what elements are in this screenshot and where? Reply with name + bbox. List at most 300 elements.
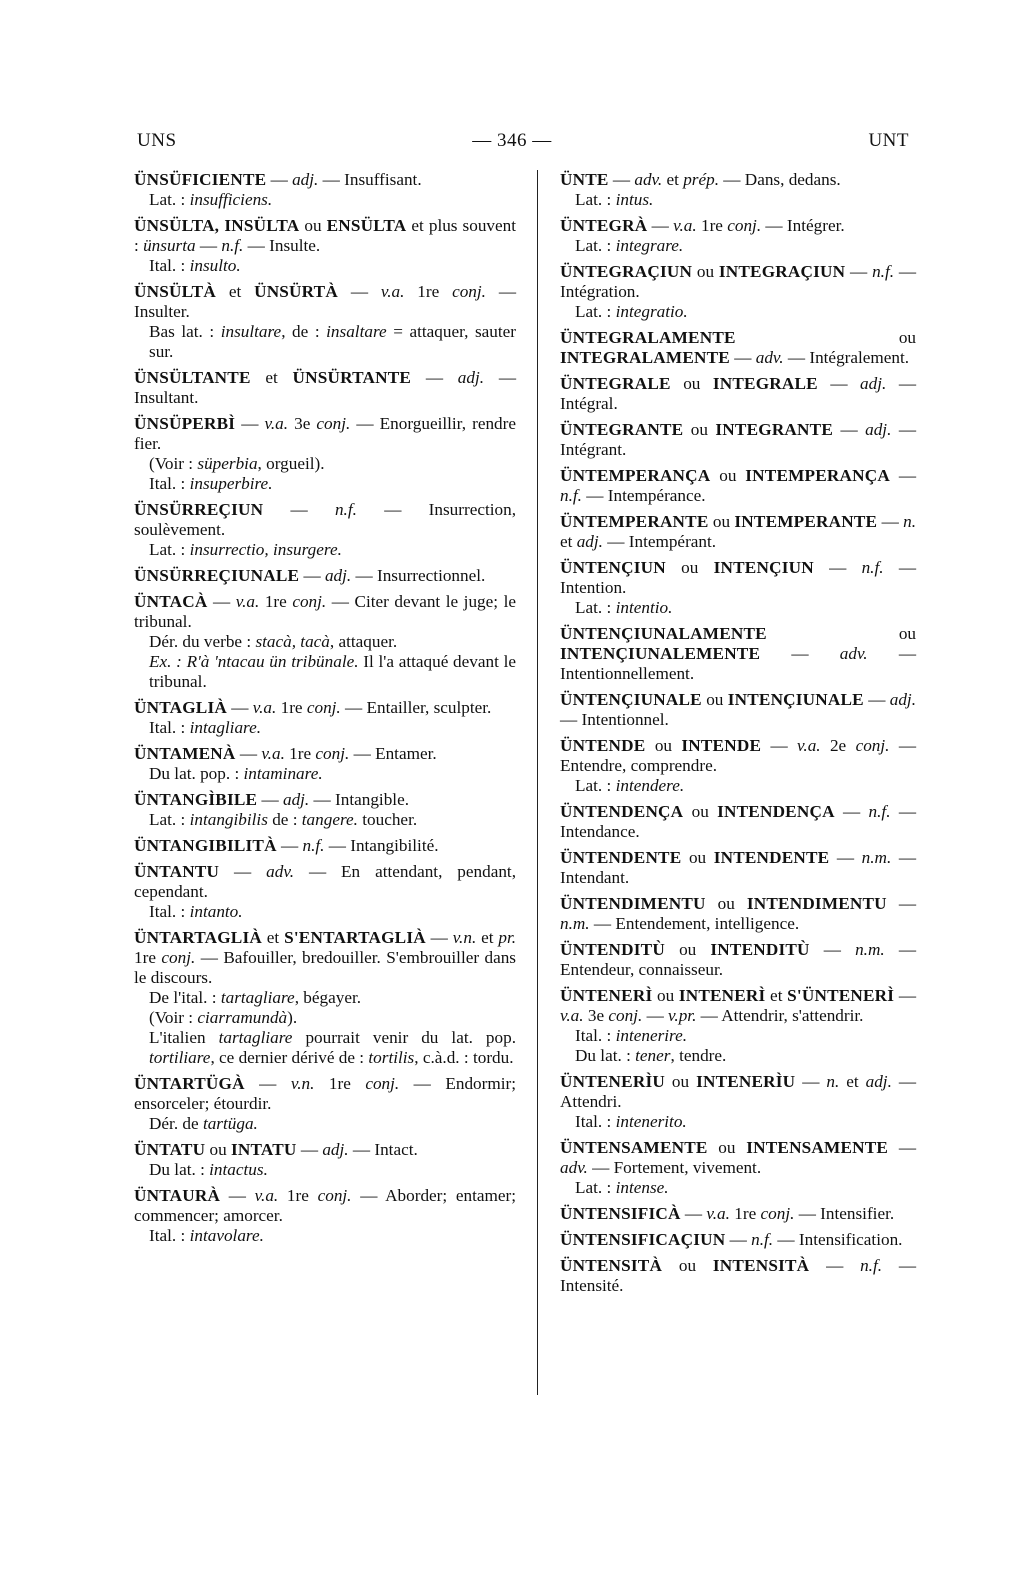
entry-etymology-line [134,632,516,652]
entry-text: Lat. : [149,810,190,829]
entry-text: — Insulter. [134,282,517,321]
dictionary-entry [560,802,916,842]
dictionary-entry [134,592,516,692]
entry-headword: ÜNTENDENTE [560,848,682,867]
entry-text: Lat. : [575,776,616,795]
entry-text: ou [683,420,716,439]
entry-etymology-line [560,1112,916,1132]
entry-text: — Insurrectionnel. [351,566,486,585]
dictionary-entry [134,170,516,210]
entry-italic-text: adj. [889,690,916,709]
entry-text: ou [645,736,682,755]
entry-text: — [642,1006,669,1025]
entry-text: — Intégralement. [783,348,910,367]
entry-headword: ÜNSÜPERBÌ [134,414,236,433]
entry-text: — Intégration. [560,262,917,301]
entry-etymology-line [560,190,916,210]
entry-italic-text: v.a. [560,1006,584,1025]
entry-text: — Intangible. [309,790,409,809]
entry-text: — [296,1140,323,1159]
entry-headword: ÜNTATU [134,1140,206,1159]
entry-headword: S'ENTARTAGLIÀ [284,928,426,947]
entry-text: Ital. : [149,474,190,493]
entry-text: — Insurrection, soulèvement. [134,500,516,539]
entry-definition-line [560,690,916,730]
entry-definition-line [134,282,516,322]
entry-italic-text: intavolare. [189,1226,264,1245]
entry-headword: INTEMPERANÇA [745,466,890,485]
entry-italic-text: v.a. [254,1186,279,1205]
entry-italic-text: n.f. [560,486,582,505]
entry-definition-line [560,1204,916,1224]
entry-headword: ÜNTENDE [560,736,646,755]
entry-italic-text: conj. [727,216,762,235]
entry-italic-text: v.n. [452,928,477,947]
entry-text: Lat. : [149,540,190,559]
entry-text: et [560,532,577,551]
entry-italic-text: tener [635,1046,671,1065]
entry-italic-text: süperbia [197,454,258,473]
entry-text: — [219,862,267,881]
entry-text: — Intégrer. [761,216,845,235]
entry-etymology-line [134,474,516,494]
entry-headword: ÜNTEGRANTE [560,420,684,439]
dictionary-entry [560,1204,916,1224]
entry-headword: INTENÇIUNALE [727,690,864,709]
entry-text: — Intentionnel. [560,710,669,729]
entry-text: 1re [284,744,316,763]
entry-text: ou [692,262,719,281]
dictionary-entry [134,790,516,830]
entry-text: — [263,500,335,519]
entry-italic-text: v.a. [252,698,277,717]
entry-text: — Attendrir, s'attendrir. [696,1006,864,1025]
entry-etymology-line [560,302,916,322]
dictionary-entry [560,1230,916,1250]
entry-text: — Dans, dedans. [719,170,841,189]
entry-italic-text: intanto. [189,902,243,921]
page-number: — 346 — [472,130,552,151]
entry-definition-line [560,466,916,506]
entry-text: — Entendeur, connaisseur. [560,940,917,979]
entry-headword: ÜNTEGRALE [560,374,671,393]
dictionary-entry [134,928,516,1068]
entry-text: 1re [278,1186,318,1205]
entry-text: 1re [696,216,728,235]
entry-text: — [244,1074,291,1093]
entry-italic-text: tortilis [368,1048,415,1067]
entry-italic-text: n.f. [868,802,891,821]
entry-italic-text: conj. [306,698,341,717]
entry-text: et [250,368,293,387]
entry-headword: ÜNTENERÌU [560,1072,665,1091]
entry-text: ou [662,1256,713,1275]
entry-text: 1re [134,948,162,967]
entry-headword: ÜNTE [560,170,609,189]
entry-text: — [729,348,756,367]
entry-headword: ÜNSÜRTANTE [292,368,412,387]
entry-text: ou [766,624,916,643]
entry-italic-text: v.a. [673,216,697,235]
entry-text: — Insultant. [134,368,517,407]
dictionary-entry [134,282,516,362]
entry-italic-text: integrare. [615,236,684,255]
entry-text: ou [664,1072,697,1091]
entry-headword: ÜNTAURÀ [134,1186,221,1205]
entry-italic-text: adj. [292,170,319,189]
entry-text: — Citer devant le juge; le tribunal. [134,592,516,631]
entry-italic-text: n.f. [861,558,884,577]
entry-definition-line [134,928,516,988]
entry-italic-text: ünsurta [143,236,196,255]
entry-italic-text: n.f. [334,500,357,519]
entry-headword: ÜNTEGRAÇIUN [560,262,693,281]
entry-text: Lat. : [575,236,616,255]
left-column [134,170,516,1252]
entry-text: — [337,282,381,301]
entry-italic-text: conj. [315,744,350,763]
entry-headword: ÜNTAMENÀ [134,744,236,763]
entry-text: et [765,986,788,1005]
entry-headword: INTENSAMENTE [746,1138,889,1157]
entry-text: — Attendri. [560,1072,917,1111]
dictionary-entry [134,414,516,494]
entry-text: pourrait venir du lat. pop. [292,1028,516,1047]
entry-text: Dér. du verbe : [149,632,256,651]
entry-italic-text: n.m. [855,940,885,959]
entry-definition-line [560,512,916,552]
entry-italic-text: insaltare [326,322,387,341]
entry-headword: INTATU [231,1140,297,1159]
entry-etymology-line [134,652,516,692]
entry-text: — Entamer. [349,744,437,763]
entry-text: de : [267,810,302,829]
entry-headword: INTENDE [681,736,762,755]
entry-text: — [226,698,253,717]
entry-headword: ÜNTANTU [134,862,220,881]
entry-text: Dér. de [149,1114,203,1133]
dictionary-entry [134,862,516,922]
entry-italic-text: intactus. [209,1160,268,1179]
entry-italic-text: conj. [316,414,351,433]
entry-headword: INTENÇIUNALEMENTE [560,644,761,663]
entry-italic-text: insulto. [189,256,241,275]
entry-text: — Bafouiller, bredouiller. S'embrouiller dans le discours. [134,948,517,987]
entry-etymology-line [560,1046,916,1066]
entry-text: — [809,1256,861,1275]
entry-italic-text: insuperbire. [189,474,273,493]
entry-italic-text: n.f. [751,1230,774,1249]
entry-text: — [834,802,869,821]
entry-definition-line [560,1256,916,1296]
entry-headword: INTENDENTE [713,848,830,867]
entry-italic-text: ciarramundà [197,1008,288,1027]
entry-italic-text: stacà, tacà [255,632,330,651]
entry-italic-text: insurrectio, insurgere. [189,540,342,559]
entry-text: Lat. : [575,302,616,321]
entry-text: 3e [288,414,317,433]
entry-text: Lat. : [575,1178,616,1197]
entry-text: Lat. : [149,190,190,209]
entry-text: ou [683,802,718,821]
entry-headword: ÜNTENSIFICAÇIUN [560,1230,726,1249]
entry-text: — [832,420,866,439]
entry-etymology-line [134,1028,516,1068]
entry-italic-text: v.a. [235,592,260,611]
entry-text: 1re [276,698,307,717]
entry-headword: S'ÜNTENERÌ [787,986,895,1005]
entry-etymology-line [134,454,516,474]
entry-definition-line [134,744,516,764]
entry-text: toucher. [357,810,418,829]
entry-etymology-line [134,256,516,276]
entry-headword: ÜNTEMPERANÇA [560,466,711,485]
entry-italic-text: tartagliare [218,1028,293,1047]
entry-text: — [220,1186,255,1205]
entry-italic-text: Ex. : R'à 'ntacau ün tribünale. [149,652,359,671]
entry-definition-line [560,1230,916,1250]
entry-italic-text: adv. [560,1158,588,1177]
entry-text: , attaquer. [329,632,398,651]
entry-italic-text: adj. [282,790,310,809]
dictionary-entry [560,216,916,256]
entry-italic-text: v.a. [797,736,821,755]
entry-headword: ÜNTARTÜGÀ [134,1074,245,1093]
entry-italic-text: adv. [634,170,663,189]
entry-text: — [207,592,236,611]
entry-text: — [680,1204,707,1223]
entry-definition-line [560,170,916,190]
entry-headword: INTENERÌU [696,1072,796,1091]
dictionary-entry [560,1138,916,1198]
entry-etymology-line [134,764,516,784]
entry-definition-line [560,848,916,888]
entry-text: , ce dernier dérivé de : [210,1048,369,1067]
entry-headword: ÜNTEMPERANTE [560,512,709,531]
dictionary-entry [560,262,916,322]
entry-etymology-line [560,1026,916,1046]
entry-italic-text: v.a. [706,1204,730,1223]
entry-headword: ÜNTAGLIÀ [134,698,227,717]
entry-text: ou [701,690,728,709]
entry-text: — Endormir; ensorceler; étourdir. [134,1074,516,1113]
entry-italic-text: conj. [365,1074,400,1093]
entry-italic-text: intenerito. [615,1112,687,1131]
entry-text: — [813,558,862,577]
entry-etymology-line [134,988,516,1008]
entry-etymology-line [134,902,516,922]
entry-italic-text: n.f. [221,236,244,255]
entry-italic-text: intus. [615,190,654,209]
entry-text: — Insulte. [243,236,321,255]
entry-text: — [829,848,862,867]
entry-text: Ital. : [149,256,190,275]
entry-text: Bas lat. : [149,322,221,341]
entry-text: ou [670,374,713,393]
entry-headword: ÜNTANGÌBILE [134,790,258,809]
entry-definition-line [134,592,516,632]
entry-italic-text: conj. [608,1006,643,1025]
entry-text: ou [681,848,714,867]
entry-text: — [257,790,283,809]
entry-text: ). [287,1008,298,1027]
dictionary-entry [560,558,916,618]
entry-definition-line [134,1140,516,1160]
entry-headword: INTEGRALAMENTE [560,348,730,367]
entry-text: — [266,170,293,189]
entry-text: — Intendance. [560,802,917,841]
entry-definition-line [134,698,516,718]
entry-italic-text: v.n. [290,1074,315,1093]
entry-headword: INTEMPERANTE [734,512,878,531]
entry-text: — [863,690,890,709]
entry-text: Ital. : [575,1112,616,1131]
entry-headword: ÜNTENÇIUN [560,558,666,577]
entry-text: — En attendant, pendant, cependant. [134,862,516,901]
entry-text: — [809,940,856,959]
entry-text: — Intensité. [560,1256,917,1295]
entry-italic-text: tortiliare [149,1048,211,1067]
dictionary-entry [560,466,916,506]
entry-text: — [886,894,917,913]
entry-text: De l'ital. : [149,988,221,1007]
entry-definition-line [560,624,916,684]
entry-headword: ÜNTENÇIUNALAMENTE [560,624,767,643]
entry-text: ou [708,512,735,531]
entry-headword: ÜNSÜLTANTE [134,368,251,387]
entry-headword: ÜNTENDIMENTU [560,894,706,913]
entry-definition-line [560,216,916,236]
entry-text: Ital. : [149,1226,190,1245]
entry-definition-line [134,836,516,856]
entry-text: — [795,1072,827,1091]
dictionary-entry [134,216,516,276]
entry-text: — Intensifier. [794,1204,895,1223]
entry-headword: ENSÜLTA [326,216,407,235]
entry-italic-text: conj. [161,948,196,967]
dictionary-entry [560,420,916,460]
entry-definition-line [134,1186,516,1226]
entry-headword: INTENDIMENTU [746,894,887,913]
entry-text: ou [705,894,747,913]
entry-italic-text: intenerire. [615,1026,688,1045]
entry-definition-line [560,986,916,1026]
entry-text: et [839,1072,866,1091]
dictionary-entry [134,1140,516,1180]
entry-italic-text: v.a. [261,744,285,763]
entry-text: 2e [820,736,856,755]
entry-headword: ÜNTANGIBILITÀ [134,836,277,855]
entry-italic-text: v.pr. [668,1006,697,1025]
entry-text: — Intentionnellement. [560,644,917,683]
entry-text: — Intempérance. [581,486,706,505]
entry-text: — [760,644,840,663]
entry-definition-line [134,790,516,810]
entry-headword: ÜNSÜFICIENTE [134,170,267,189]
entry-text: Il l'a attaqué devant le tribunal. [149,652,516,691]
entry-italic-text: intangibilis [189,810,268,829]
entry-etymology-line [134,810,516,830]
entry-text: — [299,566,325,585]
entry-italic-text: adj. [324,566,352,585]
entry-definition-line [560,1138,916,1178]
entry-text: ou [205,1140,232,1159]
entry-italic-text: intense. [615,1178,669,1197]
entry-text: — Aborder; entamer; commencer; amorcer. [134,1186,517,1225]
entry-italic-text: tartüga. [202,1114,258,1133]
dictionary-entry [560,1256,916,1296]
entry-italic-text: intendere. [615,776,685,795]
entry-italic-text: adv. [755,348,784,367]
entry-headword: ÜNTARTAGLIÀ [134,928,262,947]
entry-text: — Intangibilité. [324,836,439,855]
entry-text: — [235,744,262,763]
entry-text: — [725,1230,752,1249]
entry-headword: ÜNTENDITÙ [560,940,665,959]
entry-text: Du lat. : [149,1160,210,1179]
entry-text: — [235,414,265,433]
entry-etymology-line [560,236,916,256]
entry-definition-line [560,894,916,934]
entry-definition-line [560,940,916,980]
entry-etymology-line [134,1008,516,1028]
entry-definition-line [134,500,516,540]
entry-italic-text: v.a. [380,282,405,301]
column-divider [537,170,538,1395]
entry-text: 1re [259,592,293,611]
entry-definition-line [134,170,516,190]
entry-headword: ÜNTENSIFICÀ [560,1204,681,1223]
entry-headword: ÜNTENSITÀ [560,1256,663,1275]
entry-headword: ÜNTENSAMENTE [560,1138,708,1157]
entry-italic-text: n. [903,512,916,531]
entry-etymology-line [134,1160,516,1180]
entry-definition-line [134,368,516,408]
entry-text: Ital. : [149,718,190,737]
entry-headword: INTEGRALE [712,374,818,393]
entry-text: — [608,170,635,189]
entry-text: et [476,928,499,947]
entry-text: , c.à.d. : tordu. [414,1048,514,1067]
entry-text: et plus souvent : [134,216,516,255]
entry-text: (Voir : [149,1008,198,1027]
entry-etymology-line [134,322,516,362]
entry-italic-text: intagliare. [189,718,262,737]
entry-italic-text: insufficiens. [189,190,273,209]
dictionary-entry [134,368,516,408]
entry-italic-text: n.m. [861,848,892,867]
right-column [560,170,916,1302]
entry-italic-text: tangere. [301,810,358,829]
entry-text: — [894,986,917,1005]
dictionary-entry [560,1072,916,1132]
entry-text: — [761,736,798,755]
entry-definition-line [134,1074,516,1114]
entry-text: ou [652,986,679,1005]
entry-headword: INTENDITÙ [710,940,810,959]
entry-headword: ÜNTEGRALAMENTE [560,328,736,347]
entry-italic-text: adj. [576,532,603,551]
entry-italic-text: conj. [760,1204,795,1223]
entry-text: 3e [583,1006,609,1025]
entry-text: ou [299,216,327,235]
entry-definition-line [560,262,916,302]
entry-italic-text: tartagliare [220,988,295,1007]
entry-etymology-line [134,1226,516,1246]
entry-etymology-line [560,776,916,796]
entry-text: — [888,1138,917,1157]
entry-definition-line [560,802,916,842]
